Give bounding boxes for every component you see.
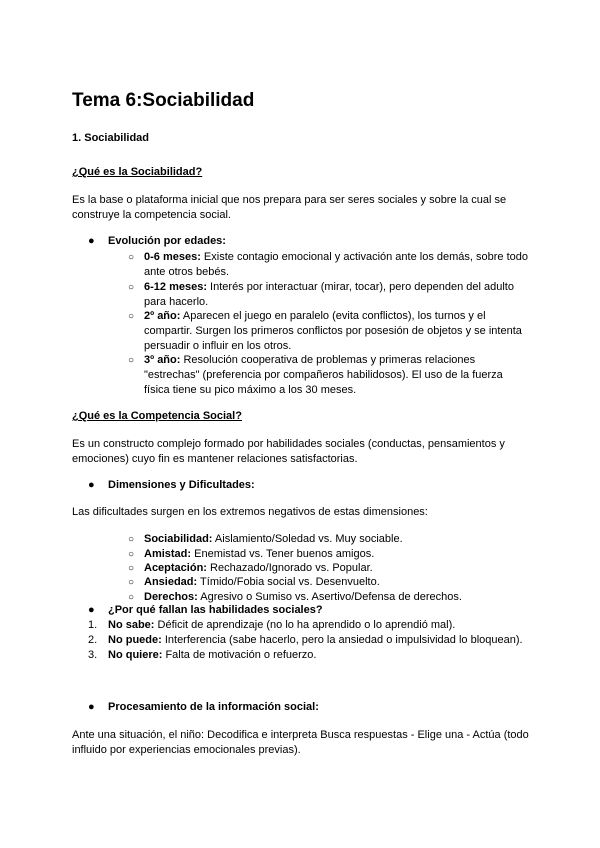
item-number: 3. bbox=[88, 649, 98, 661]
item-text: Existe contagio emocional y activación ante los demás, sobre todo ante otros bebés. bbox=[144, 251, 529, 278]
circle-bullet-icon: ○ bbox=[128, 355, 135, 366]
paragraph-sociabilidad-definition: Es la base o plataforma inicial que nos prepara para ser seres sociales y sobre la cual se construye la competencia social. bbox=[72, 194, 507, 221]
section-heading-sociabilidad: 1. Sociabilidad bbox=[72, 132, 150, 144]
item-label: 6-12 meses: bbox=[144, 281, 207, 293]
item-text: Falta de motivación o refuerzo. bbox=[162, 649, 317, 661]
bullet-dot-icon: ● bbox=[88, 235, 95, 247]
bullet-label: ¿Por qué fallan las habilidades sociales? bbox=[108, 604, 323, 616]
bullet-dimensiones bbox=[88, 479, 255, 491]
question-heading-competencia: ¿Qué es la Competencia Social? bbox=[72, 410, 242, 422]
circle-bullet-icon: ○ bbox=[128, 282, 135, 293]
item-label: 0-6 meses: bbox=[144, 251, 201, 263]
list-item-dimension-0 bbox=[128, 532, 528, 547]
item-text: Aparecen el juego en paralelo (evita conflictos), los turnos y el compartir. Surgen los primeros conflictos por posesión de objetos y se intenta persuadir o influir en los otros. bbox=[144, 310, 522, 352]
item-number: 1. bbox=[88, 619, 98, 631]
item-label: No puede: bbox=[108, 634, 162, 646]
item-label: No quiere: bbox=[108, 649, 163, 661]
list-item-evolucion-1 bbox=[128, 280, 528, 310]
list-item-dimension-1 bbox=[128, 547, 528, 562]
bullet-label: Evolución por edades: bbox=[108, 235, 226, 247]
list-item-dimension-4 bbox=[128, 590, 528, 605]
bullet-evolucion bbox=[88, 235, 226, 247]
item-label: 2º año: bbox=[144, 310, 181, 322]
item-text: Tímido/Fobia social vs. Desenvuelto. bbox=[197, 576, 380, 588]
circle-bullet-icon: ○ bbox=[128, 311, 135, 322]
numbered-item-0 bbox=[88, 618, 538, 633]
item-label: 3º año: bbox=[144, 354, 181, 366]
circle-bullet-icon: ○ bbox=[128, 563, 135, 574]
question-heading-sociabilidad: ¿Qué es la Sociabilidad? bbox=[72, 166, 203, 178]
list-item-dimension-2 bbox=[128, 561, 528, 576]
item-label: Amistad: bbox=[144, 548, 192, 560]
item-text: Rechazado/Ignorado vs. Popular. bbox=[206, 562, 373, 574]
bullet-label: Dimensiones y Dificultades: bbox=[108, 479, 255, 491]
numbered-item-1 bbox=[88, 633, 538, 648]
item-text: Interferencia (sabe hacerlo, pero la ansiedad o impulsividad lo bloquean). bbox=[161, 634, 523, 646]
item-text: Aislamiento/Soledad vs. Muy sociable. bbox=[212, 533, 403, 545]
item-text: Agresivo o Sumiso vs. Asertivo/Defensa de derechos. bbox=[197, 591, 462, 603]
bullet-dot-icon: ● bbox=[88, 479, 95, 491]
paragraph-dimensiones-intro: Las dificultades surgen en los extremos negativos de estas dimensiones: bbox=[72, 506, 428, 518]
list-item-evolucion-3 bbox=[128, 353, 528, 398]
item-label: No sabe: bbox=[108, 619, 155, 631]
paragraph-competencia-definition: Es un constructo complejo formado por habilidades sociales (conductas, pensamientos y emociones) cuyo fin es mantener relaciones satisfactorias. bbox=[72, 438, 505, 465]
bullet-label: Procesamiento de la información social: bbox=[108, 701, 319, 713]
item-text: Interés por interactuar (mirar, tocar), pero dependen del adulto para hacerlo. bbox=[144, 281, 514, 308]
circle-bullet-icon: ○ bbox=[128, 549, 135, 560]
item-number: 2. bbox=[88, 634, 98, 646]
list-item-evolucion-2 bbox=[128, 309, 528, 354]
list-item-evolucion-0 bbox=[128, 250, 528, 280]
bullet-fallan bbox=[88, 604, 323, 616]
item-label: Sociabilidad: bbox=[144, 533, 213, 545]
item-text: Enemistad vs. Tener buenos amigos. bbox=[191, 548, 375, 560]
item-text: Déficit de aprendizaje (no lo ha aprendido o lo aprendió mal). bbox=[154, 619, 456, 631]
circle-bullet-icon: ○ bbox=[128, 252, 135, 263]
item-label: Derechos: bbox=[144, 591, 198, 603]
page-title: Tema 6:Sociabilidad bbox=[72, 90, 255, 111]
item-label: Aceptación: bbox=[144, 562, 207, 574]
bullet-dot-icon: ● bbox=[88, 604, 95, 616]
paragraph-procesamiento: Ante una situación, el niño: Decodifica e interpreta Busca respuestas - Elige una - Actúa (todo influido por experiencias emocionales previas). bbox=[72, 729, 529, 756]
circle-bullet-icon: ○ bbox=[128, 577, 135, 588]
item-text: Resolución cooperativa de problemas y primeras relaciones "estrechas" (preferencia por compañeros habilidosos). El uso de la fuerza física tiene su pico máximo a los 30 meses. bbox=[144, 354, 503, 396]
numbered-item-2 bbox=[88, 648, 538, 663]
circle-bullet-icon: ○ bbox=[128, 592, 135, 603]
circle-bullet-icon: ○ bbox=[128, 534, 135, 545]
bullet-dot-icon: ● bbox=[88, 701, 95, 713]
bullet-procesamiento bbox=[88, 701, 319, 713]
list-item-dimension-3 bbox=[128, 575, 528, 590]
item-label: Ansiedad: bbox=[144, 576, 198, 588]
